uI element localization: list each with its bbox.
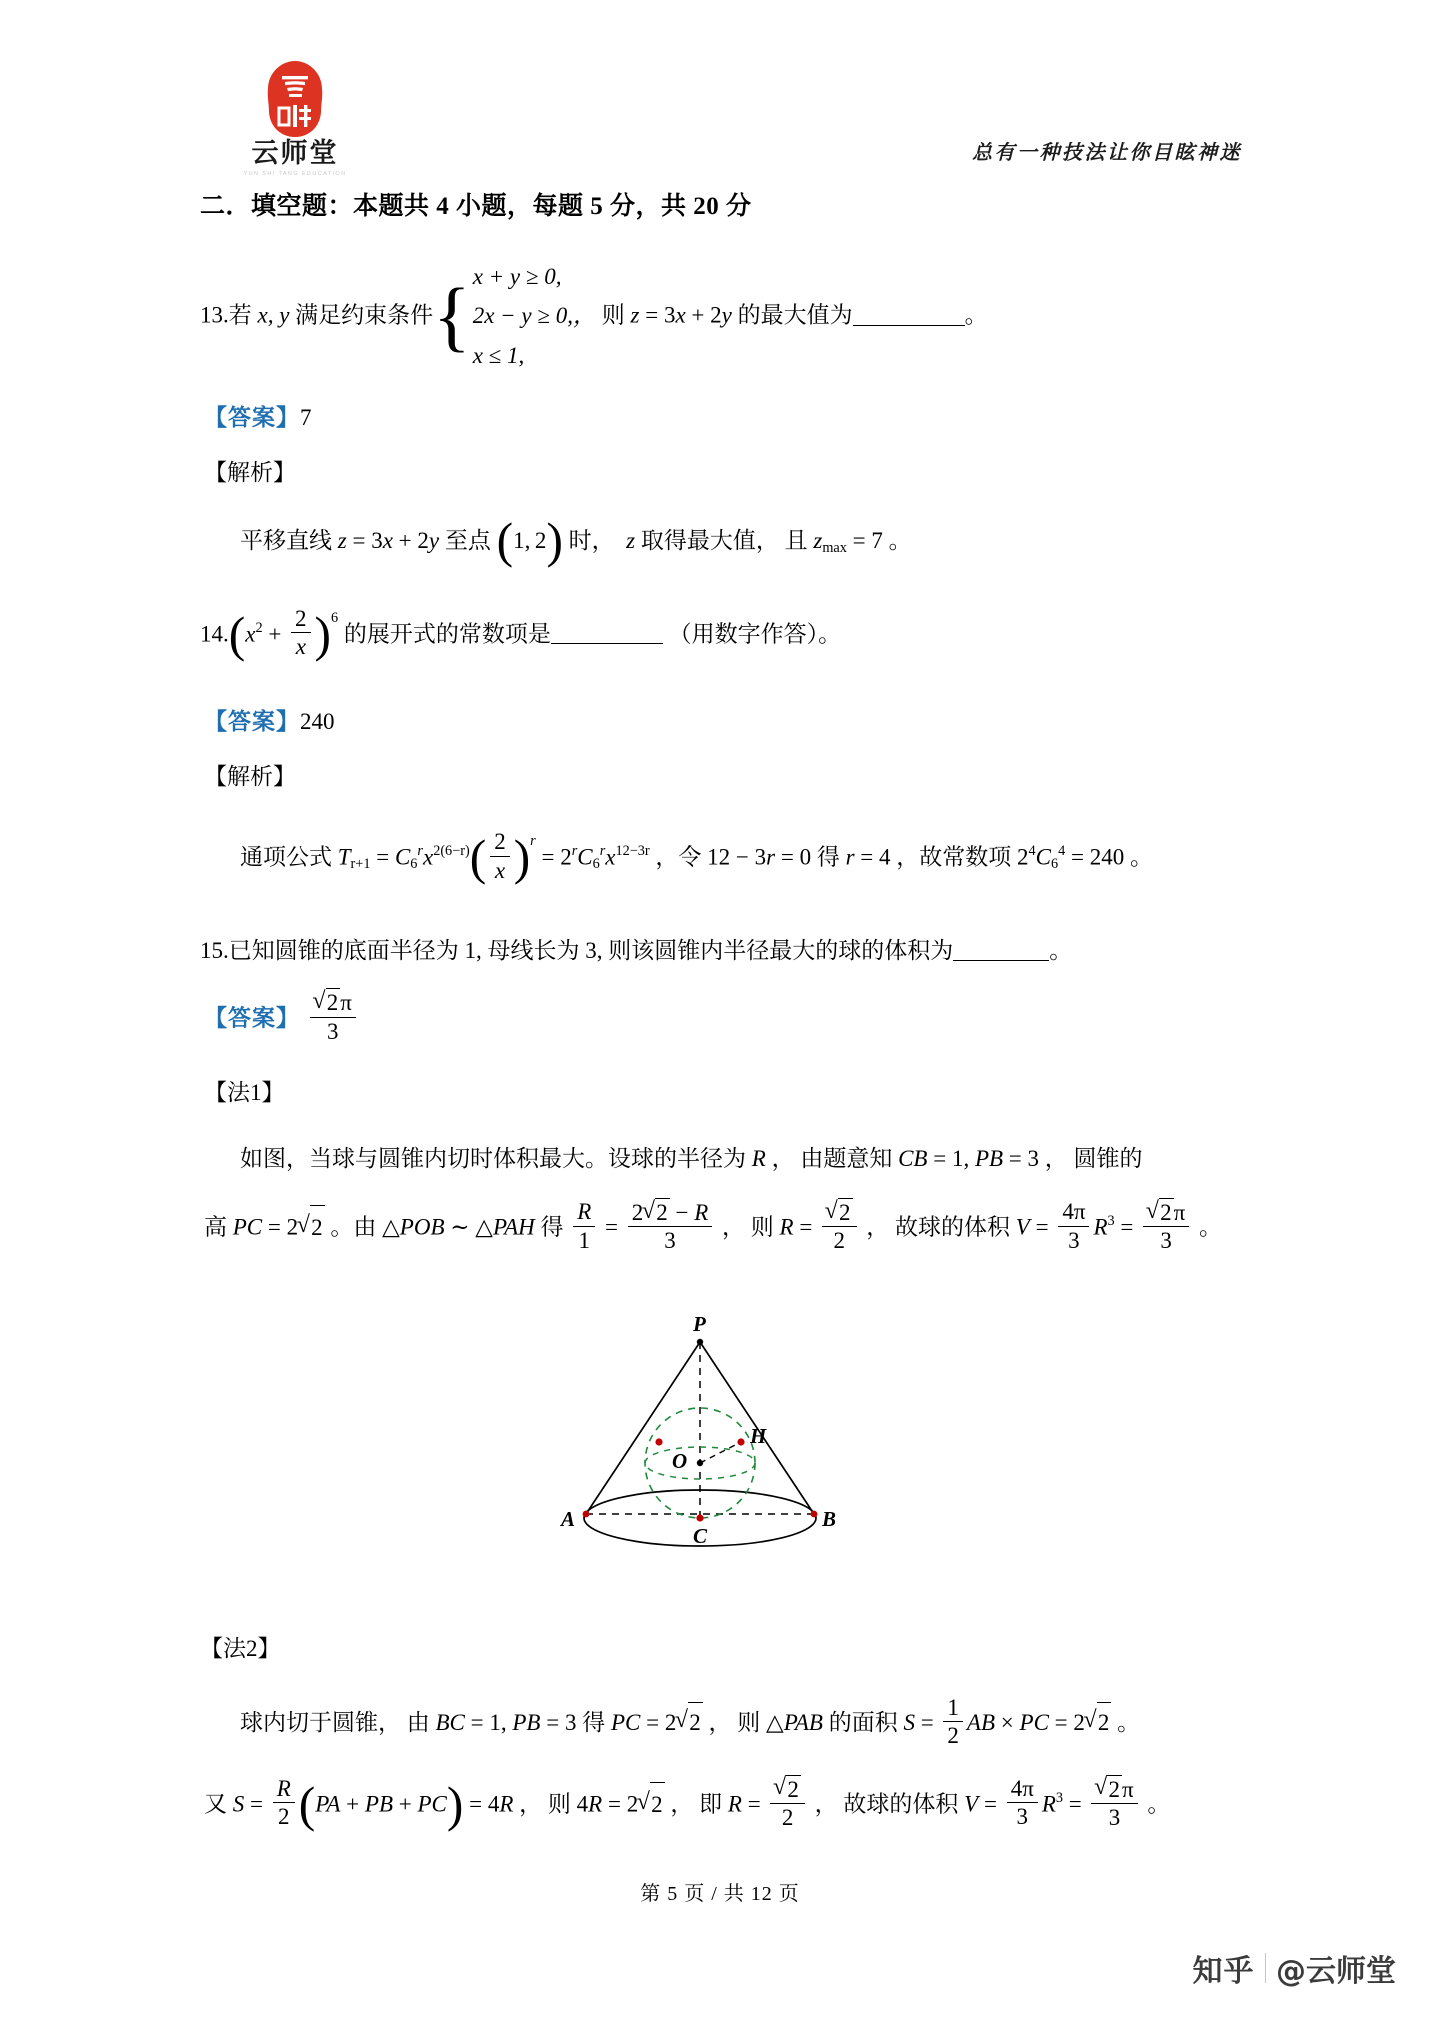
brand-subtitle: YUN SHI TANG EDUCATION xyxy=(243,170,347,177)
page-header xyxy=(170,60,1270,180)
analysis-label-14-wrap xyxy=(204,758,1260,791)
fraction-2-over-x: $\frac{2}{x}$ xyxy=(291,605,311,660)
analysis-label-14: 【解析】 xyxy=(204,764,296,790)
question-14-tail: 的展开式的常数项是 xyxy=(343,621,551,647)
page-footer: 第 5 页 / 共 12 页 xyxy=(640,1883,800,1905)
zhihu-brand: 知乎 xyxy=(1192,1954,1255,1989)
brand-name: 云师堂 xyxy=(251,138,339,169)
answer-block-13 xyxy=(204,399,1260,432)
seal-icon xyxy=(265,60,325,138)
answer-block-15 xyxy=(204,992,1260,1048)
answer-label-14: 【答案】 xyxy=(204,709,300,735)
question-13-number: 13. xyxy=(200,302,229,328)
diagram-label-O: O xyxy=(672,1449,688,1473)
question-13-tail: 则 z = 3x + 2y 的最大值为 xyxy=(601,302,853,328)
method-1-label: 【法1】 xyxy=(204,1080,285,1106)
analysis-text-14: 通项公式 $T_{r+1} = C_6^rx^{2(6-r)}$( $\frac{2}{x}$ )$^r = 2^rC_6^rx^{12-3r}$ ，令 12 − 3r = 0 得 r = 4 ，故常数项 $2^4C_6^4 = 240$ 。 xyxy=(240,829,1153,886)
diagram-label-C: C xyxy=(693,1524,708,1548)
answer-value-13: 7 xyxy=(300,404,312,430)
method-1-label-wrap xyxy=(204,1074,1260,1107)
question-13-vars: x, y xyxy=(257,302,290,328)
system-row-3: x ≤ 1, xyxy=(472,342,525,368)
system-row-1: x + y ≥ 0, xyxy=(472,263,562,289)
question-13-system: { x + y ≥ 0, 2x − y ≥ 0,， x ≤ 1, xyxy=(433,263,597,368)
method-2-line-2: 又 S = $\frac{R}{2}$ (PA + PB + PC) = 4R ， 则 4R = 2 √ 2 ， 即 R = √ $\frac{2}{2}$ ， 故球的体积 V = $\frac{4\pi}{3}$ $R^3$ = √ $\frac{2\pi}{3}$ 。 xyxy=(204,1778,1260,1834)
watermark-divider xyxy=(1265,1953,1267,1983)
answer-blank-15[interactable] xyxy=(953,960,1049,961)
answer-block-14 xyxy=(204,703,1260,736)
question-13-mid: 满足约束条件 xyxy=(295,302,434,328)
cone-sphere-diagram xyxy=(545,1312,855,1560)
diagram-label-A: A xyxy=(561,1507,576,1531)
analysis-text-13: 平移直线 z = 3x + 2y 至点 (1, 2) 时， z 取得最大值， 且 $z_{max} = 7$ 。 xyxy=(240,513,912,569)
diagram-label-P: P xyxy=(693,1312,706,1336)
question-14-note: （用数字作答）。 xyxy=(668,621,842,647)
question-15-stem: 已知圆锥的底面半径为 1, 母线长为 3, 则该圆锥内半径最大的球的体积为 xyxy=(228,938,954,964)
analysis-label-13-wrap xyxy=(204,454,1260,487)
system-row-2: 2x − y ≥ 0,， xyxy=(472,303,597,329)
answer-value-14: 240 xyxy=(300,709,335,735)
zhihu-watermark xyxy=(1193,1946,1397,1990)
brand-logo xyxy=(230,60,360,177)
method-2-line-1: 球内切于圆锥， 由 BC = 1, PB = 3 得 PC = 2 √ 2 ， 则 △PAB 的面积 S = $\frac{1}{2}$ AB × PC = 2 √ 2 。 xyxy=(240,1697,1260,1752)
question-13-lead: 若 xyxy=(228,302,252,328)
answer-value-15: √ $\frac{2\pi}{3}$ xyxy=(310,988,356,1044)
question-14: $14.(x^2$ + $\frac{2}{x}$ )$^6$ 的展开式的常数项是 （用数字作答）。 xyxy=(200,605,842,662)
zhihu-handle: @云师堂 xyxy=(1276,1954,1396,1989)
section-title: 二．填空题：本题共 4 小题，每题 5 分，共 20 分 xyxy=(200,193,752,220)
method-1-line-1: 如图，当球与圆锥内切时体积最大。设球的半径为 R ， 由题意知 CB = 1, PB = 3 ， 圆锥的 xyxy=(240,1146,1143,1172)
diagram-label-H: H xyxy=(750,1424,767,1448)
method-1-line-2: 高 PC = 2 √ 2 。由 △POB ∼ △PAH 得 $\frac{R}{1}$ = $\frac{2 √ 2 - R}{3}$ ， 则 R = √ $\frac{2}{2}$ ， 故球的体积 V = $\frac{4\pi}{3}$ $R^3$ = √ $\frac{2\pi}{3}$ 。 xyxy=(204,1201,1260,1257)
question-14-number: 14. xyxy=(200,621,229,647)
question-15-number: 15. xyxy=(200,938,229,964)
question-13 xyxy=(200,258,1260,377)
diagram-label-B: B xyxy=(822,1507,837,1531)
method-2-label-wrap xyxy=(200,1630,1260,1663)
question-15-end: 。 xyxy=(1049,938,1073,964)
question-15 xyxy=(200,933,1260,970)
analysis-label-13: 【解析】 xyxy=(204,459,296,485)
answer-blank-13[interactable] xyxy=(853,325,965,326)
method-2-block xyxy=(200,1630,1260,1835)
answer-label-13: 【答案】 xyxy=(204,404,300,430)
header-tagline: 总有一种技法让你目眩神迷 xyxy=(972,142,1242,164)
answer-blank-14[interactable] xyxy=(551,643,663,644)
question-13-end: 。 xyxy=(964,302,988,328)
document-content xyxy=(200,186,1260,1258)
method-2-label: 【法2】 xyxy=(200,1636,281,1661)
answer-label-15: 【答案】 xyxy=(204,1005,300,1031)
